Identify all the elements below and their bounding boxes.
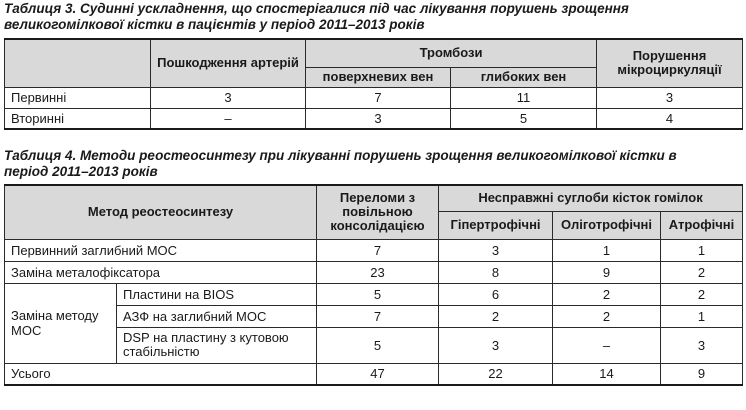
table3-row1-label: Первинні [5,87,151,108]
table4-group-row3-fractures: 5 [317,327,439,363]
table3-row1-deep: 11 [451,87,597,108]
table4-total-fractures: 47 [317,363,439,385]
table-row [5,87,743,108]
table4-row2-hyper: 8 [439,261,553,283]
table4-group-row3-oligo: – [553,327,661,363]
table4-header-nonunion: Несправжні суглоби кісток гомілок [439,185,743,211]
table3-row1-micro: 3 [597,87,743,108]
table4-caption-line1: Таблиця 4. Методи реостеосинтезу при лікуванні порушень зрощення великогомілкової кістки в [4,148,677,163]
table3-header-blank [5,39,151,87]
table-row [5,239,743,261]
table4-group-label: Заміна методу МОС [5,283,117,363]
table-row [5,108,743,129]
table3-header-microcirculation: Порушення мікроциркуляції [597,39,743,87]
table3-caption-line1: Таблиця 3. Судинні ускладнення, що спостерігалися під час лікування порушень зрощення [4,1,629,16]
table4-group-row3-hyper: 3 [439,327,553,363]
table3-caption [4,1,629,33]
table4-group-row1-fractures: 5 [317,283,439,305]
table4-group-row2-fractures: 7 [317,305,439,327]
table3-header-deep: глибоких вен [451,67,597,87]
table4-row1-label: Первинний заглибний МОС [5,239,317,261]
table3-header-arteries: Пошкодження артерій [151,39,306,87]
table4 [4,184,743,386]
table4-header-atrophic: Атрофічні [661,211,743,239]
table4-caption [4,148,677,180]
table4-group-row2-hyper: 2 [439,305,553,327]
table4-row2-label: Заміна металофіксатора [5,261,317,283]
table4-header-hypertrophic: Гіпертрофічні [439,211,553,239]
table4-row1-oligo: 1 [553,239,661,261]
table3-row2-deep: 5 [451,108,597,129]
table4-header-fractures: Переломи з повільною консолідацією [317,185,439,239]
table4-row2-atro: 2 [661,261,743,283]
table4-row1-hyper: 3 [439,239,553,261]
table4-caption-line2: період 2011–2013 років [4,164,158,179]
table4-total-hyper: 22 [439,363,553,385]
table3-row2-superficial: 3 [306,108,451,129]
table-row [5,261,743,283]
table3-row2-arteries: – [151,108,306,129]
table4-group-row2-atro: 1 [661,305,743,327]
table3-header-superficial: поверхневих вен [306,67,451,87]
table-row [5,283,743,305]
table3-row1-superficial: 7 [306,87,451,108]
table4-total-oligo: 14 [553,363,661,385]
table4-group-row1-hyper: 6 [439,283,553,305]
table3-row2-label: Вторинні [5,108,151,129]
table4-group-row1-oligo: 2 [553,283,661,305]
table3-caption-line2: великогомілкової кістки в пацієнтів у період 2011–2013 років [4,17,425,32]
table4-total-atro: 9 [661,363,743,385]
table4-group-row3-atro: 3 [661,327,743,363]
table3-row2-micro: 4 [597,108,743,129]
table4-header-method: Метод реостеосинтезу [5,185,317,239]
table3 [4,38,743,130]
table3-row1-arteries: 3 [151,87,306,108]
table4-group-row2-label: АЗФ на заглибний МОС [117,305,317,327]
table4-group-row1-label: Пластини на BIOS [117,283,317,305]
table4-total-label: Усього [5,363,317,385]
table4-group-row1-atro: 2 [661,283,743,305]
table-row [5,363,743,385]
table4-row2-fractures: 23 [317,261,439,283]
table4-row2-oligo: 9 [553,261,661,283]
table4-group-row2-oligo: 2 [553,305,661,327]
table4-header-oligotrophic: Оліготрофічні [553,211,661,239]
table4-row1-atro: 1 [661,239,743,261]
table4-row1-fractures: 7 [317,239,439,261]
table4-group-row3-label: DSP на пластину з кутовою стабільністю [117,327,317,363]
table3-header-thrombosis: Тромбози [306,39,597,67]
